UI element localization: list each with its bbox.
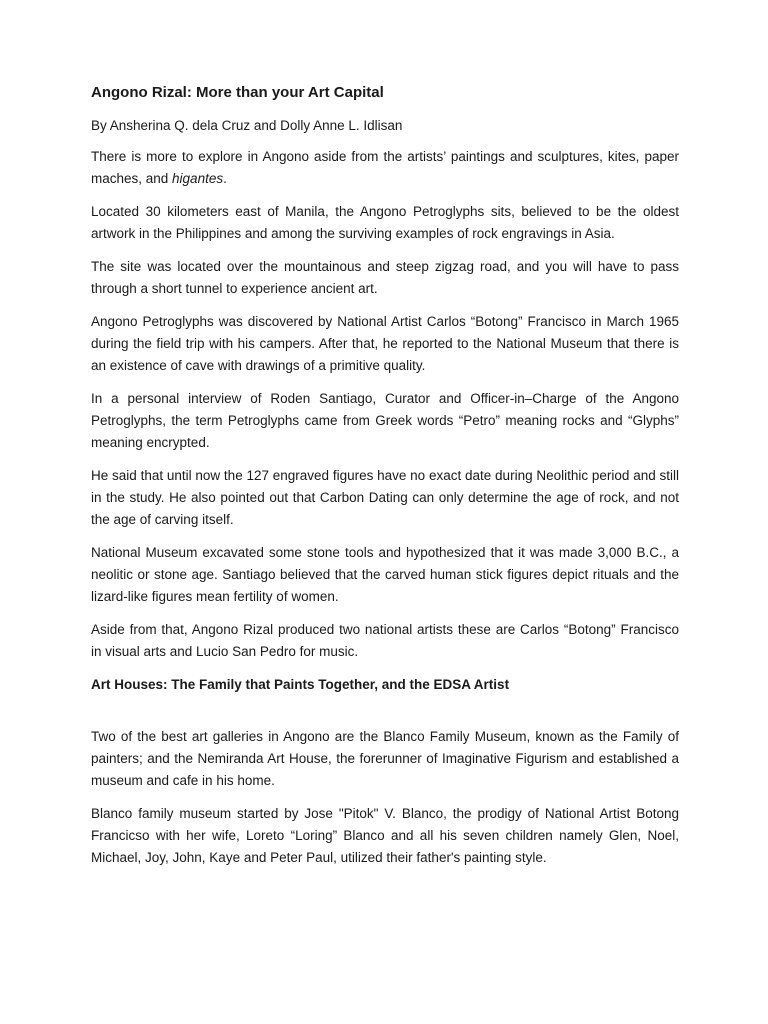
paragraph-10: Blanco family museum started by Jose "Pitok" V. Blanco, the prodigy of National Artist Botong Francicso with her wife, Loreto “Loring” Blanco and all his seven children namely Glen, Noel, Michael, Joy, John, Kaye and Peter Paul, utilized their father's painting style. — [91, 806, 679, 865]
section-subheading: Art Houses: The Family that Paints Together, and the EDSA Artist — [91, 677, 510, 692]
article-byline: By Ansherina Q. dela Cruz and Dolly Anne L. Idlisan — [91, 118, 403, 133]
paragraph-7: National Museum excavated some stone tools and hypothesized that it was made 3,000 B.C., a neolitic or stone age. Santiago believed that the carved human stick figures depict rituals and the lizard-like figures mean fertility of women. — [91, 545, 679, 604]
paragraph-5: In a personal interview of Roden Santiago, Curator and Officer-in–Charge of the Angono Petroglyphs, the term Petroglyphs came from Greek words “Petro” meaning rocks and “Glyphs” meaning encrypted. — [91, 391, 679, 450]
paragraph-1-end: . — [223, 171, 227, 186]
paragraph-1-text: There is more to explore in Angono aside from the artists’ paintings and sculptures, kites, paper maches, and — [91, 149, 679, 186]
paragraph-9: Two of the best art galleries in Angono are the Blanco Family Museum, known as the Family of painters; and the Nemiranda Art House, the forerunner of Imaginative Figurism and established a museum and cafe in his home. — [91, 729, 679, 788]
paragraph-4: Angono Petroglyphs was discovered by National Artist Carlos “Botong” Francisco in March 1965 during the field trip with his campers. After that, he reported to the National Museum that there is an existence of cave with drawings of a primitive quality. — [91, 314, 679, 373]
document-page — [91, 84, 679, 880]
paragraph-8: Aside from that, Angono Rizal produced two national artists these are Carlos “Botong” Francisco in visual arts and Lucio San Pedro for music. — [91, 622, 679, 659]
paragraph-3: The site was located over the mountainous and steep zigzag road, and you will have to pass through a short tunnel to experience ancient art. — [91, 259, 679, 296]
paragraph-1-italic: higantes — [172, 171, 224, 186]
paragraph-6: He said that until now the 127 engraved figures have no exact date during Neolithic period and still in the study. He also pointed out that Carbon Dating can only determine the age of rock, and not the age of carving itself. — [91, 468, 679, 527]
paragraph-2: Located 30 kilometers east of Manila, the Angono Petroglyphs sits, believed to be the oldest artwork in the Philippines and among the surviving examples of rock engravings in Asia. — [91, 204, 679, 241]
paragraph-1 — [91, 146, 679, 190]
article-title: Angono Rizal: More than your Art Capital — [91, 84, 384, 101]
